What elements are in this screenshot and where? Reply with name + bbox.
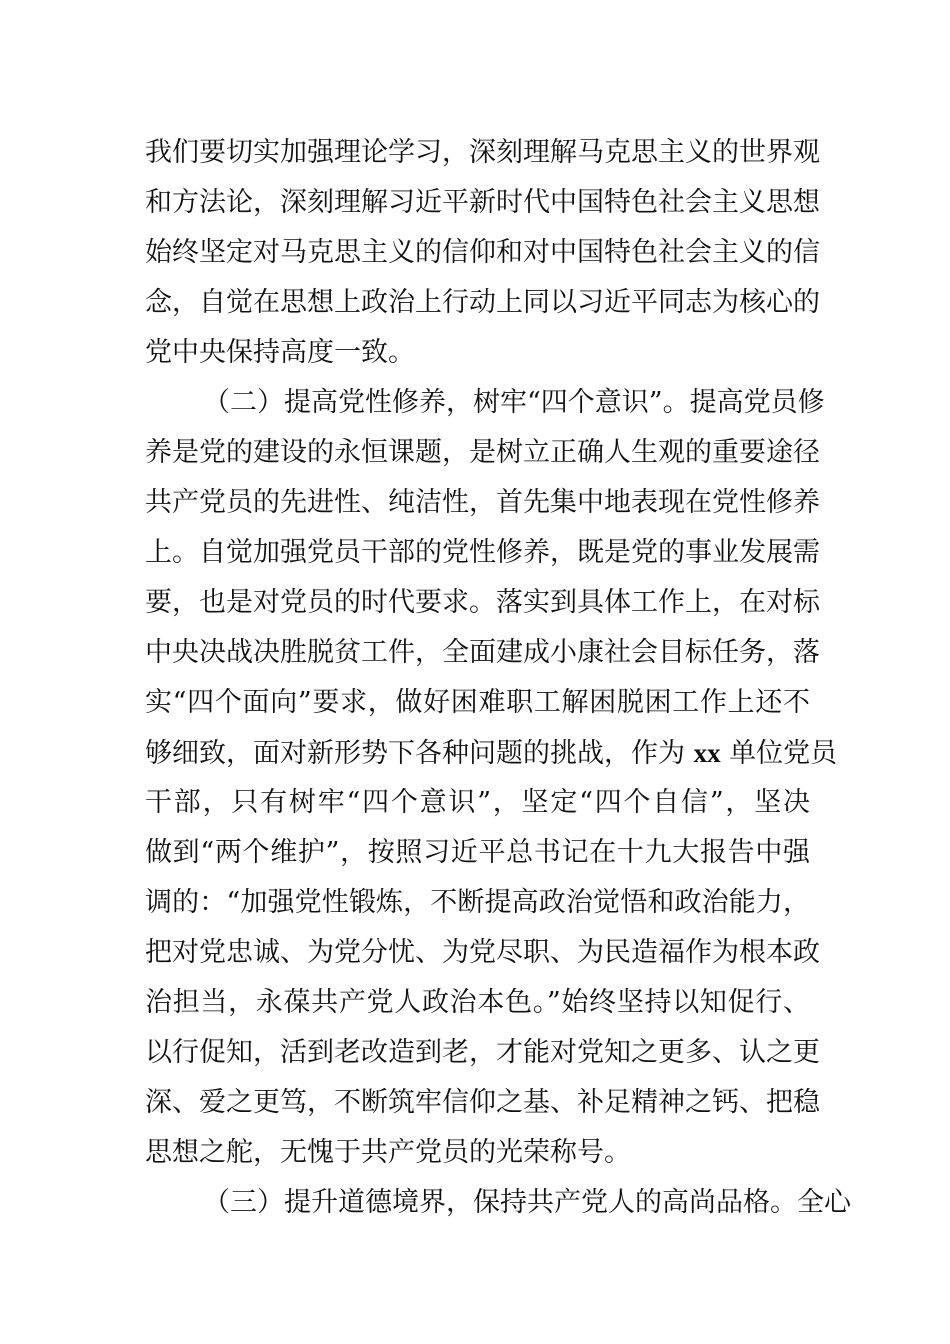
text-line: 和方法论，深刻理解习近平新时代中国特色社会主义思想	[145, 187, 820, 218]
text-line: 干部，只有树牢“四个意识”，坚定“四个自信”，坚决	[145, 787, 810, 818]
text-line: 养是党的建设的永恒课题，是树立正确人生观的重要途径	[145, 437, 820, 468]
text-line: 够细致，面对新形势下各种问题的挑战，作为 xx 单位党员	[145, 738, 838, 769]
text-line: 念，自觉在思想上政治上行动上同以习近平同志为核心的	[145, 287, 820, 318]
text-line: 调的：“加强党性锻炼，不断提高政治觉悟和政治能力，	[145, 887, 810, 918]
text-line: 共产党员的先进性、纯洁性，首先集中地表现在党性修养	[145, 487, 820, 518]
text-line: 治担当，永葆共产党人政治本色。”始终坚持以知促行、	[145, 987, 810, 1018]
text-line: 要，也是对党员的时代要求。落实到具体工作上，在对标	[145, 587, 820, 618]
text-line: 我们要切实加强理论学习，深刻理解马克思主义的世界观	[145, 137, 820, 168]
text-line: 深、爱之更笃，不断筑牢信仰之基、补足精神之钙、把稳	[145, 1087, 820, 1118]
text-line: 上。自觉加强党员干部的党性修养，既是党的事业发展需	[145, 537, 820, 568]
text-line: 党中央保持高度一致。	[145, 337, 415, 368]
body-text	[145, 128, 851, 1228]
text-line: 实“四个面向”要求，做好困难职工解困脱困工作上还不	[145, 687, 810, 718]
text-line: 做到“两个维护”，按照习近平总书记在十九大报告中强	[145, 837, 810, 868]
text-line: 思想之舵，无愧于共产党员的光荣称号。	[145, 1137, 631, 1168]
text-line: （三）提升道德境界，保持共产党人的高尚品格。全心	[203, 1187, 851, 1218]
text-line: 中央决战决胜脱贫工件，全面建成小康社会目标任务，落	[145, 637, 820, 668]
text-line: 以行促知，活到老改造到老，才能对党知之更多、认之更	[145, 1037, 820, 1068]
text-line: 把对党忠诚、为党分忧、为党尽职、为民造福作为根本政	[145, 937, 820, 968]
text-line: （二）提高党性修养，树牢“四个意识”。提高党员修	[203, 387, 825, 418]
text-line: 始终坚定对马克思主义的信仰和对中国特色社会主义的信	[145, 237, 820, 268]
